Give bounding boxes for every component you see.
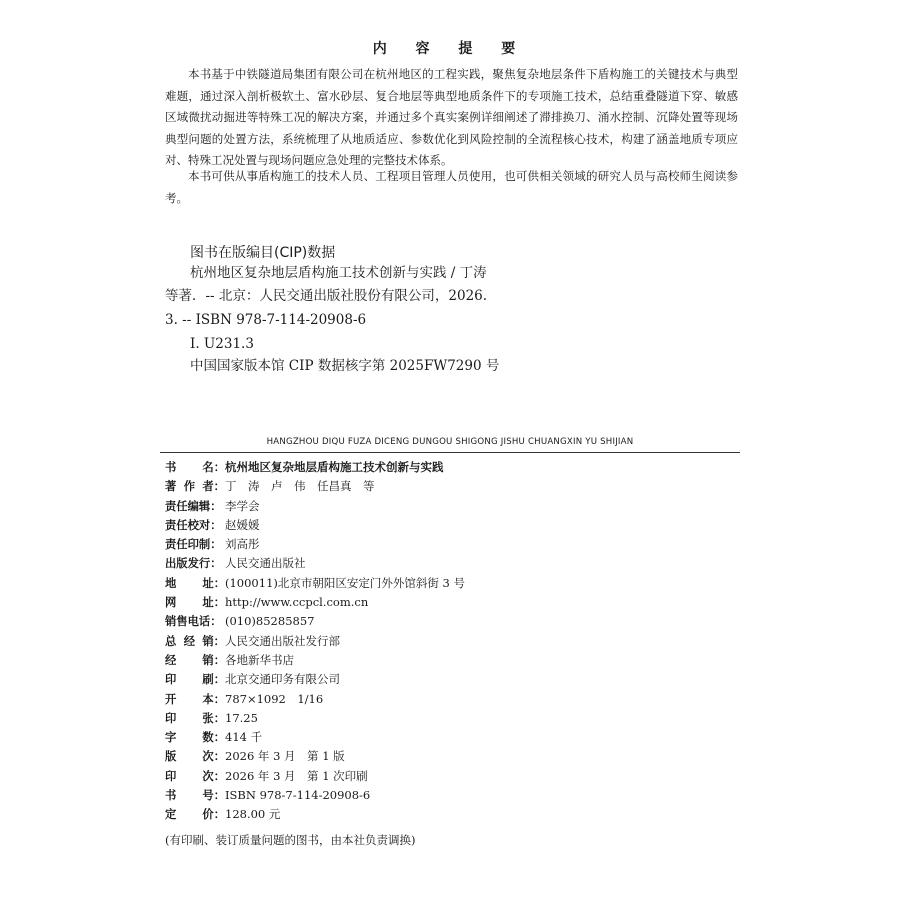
separator-rule	[160, 452, 740, 453]
phone-label: 销售电话：	[165, 615, 222, 629]
colophon-row-distributor	[165, 632, 740, 651]
author-value: 丁 涛 卢 伟 任昌真 等	[225, 479, 375, 494]
colophon-row-edition	[165, 747, 740, 766]
colophon-row-dealer	[165, 651, 740, 670]
format-value: 787×1092 1/16	[225, 691, 324, 706]
publisher-label: 出版发行：	[165, 557, 222, 571]
cip-line-1: 杭州地区复杂地层盾构施工技术创新与实践 / 丁涛	[190, 265, 487, 281]
website-label: 网 址：	[165, 596, 225, 610]
abstract-heading: 内 容 提 要	[372, 41, 528, 57]
colophon-row-isbn	[165, 786, 740, 805]
printing-label: 印 次：	[165, 769, 225, 783]
words-label: 字 数：	[165, 731, 225, 745]
print-resp-label: 责任印制：	[165, 538, 222, 552]
cip-line-5: 中国国家版本馆 CIP 数据核字第 2025FW7290 号	[190, 358, 500, 374]
website-value: http://www.ccpcl.com.cn	[225, 595, 369, 610]
colophon-row-website	[165, 593, 740, 612]
cip-line-4: Ⅰ. U231.3	[190, 336, 254, 352]
edition-label: 版 次：	[165, 750, 225, 764]
colophon-row-price	[165, 805, 740, 824]
proof-label: 责任校对：	[165, 518, 222, 532]
address-label: 地 址：	[165, 576, 225, 590]
print-resp-value: 刘高彤	[225, 537, 260, 552]
cip-line-3: 3. -- ISBN 978-7-114-20908-6	[165, 312, 367, 328]
colophon-row-phone	[165, 612, 740, 631]
price-value: 128.00 元	[225, 807, 281, 822]
isbn-value: ISBN 978-7-114-20908-6	[225, 788, 371, 803]
proof-value: 赵媛媛	[225, 517, 260, 532]
colophon-row-printing	[165, 767, 740, 786]
title-label: 书 名：	[165, 461, 225, 474]
words-value: 414 千	[225, 730, 263, 745]
abstract-paragraph-1: 本书基于中铁隧道局集团有限公司在杭州地区的工程实践，聚焦复杂地层条件下盾构施工的关键技术与典型难题，通过深入剖析极软土、富水砂层、复合地层等典型地质条件下的专项施工技术，总结重叠隧道下穿、敏感区域微扰动掘进等特殊工况的解决方案，并通过多个真实案例详细阐述了滞排换刀、涌水控制、沉降处置等现场典型问题的处置方法，系统梳理了从地质适应、参数优化到风险控制的全流程核心技术，构建了涵盖地质专项应对、特殊工况处置与现场问题应急处理的完整技术体系。	[165, 67, 738, 167]
price-label: 定 价：	[165, 808, 225, 822]
printer-label: 印 刷：	[165, 673, 225, 687]
colophon	[165, 458, 740, 825]
pinyin-title: HANGZHOU DIQU FUZA DICENG DUNGOU SHIGONG JISHU CHUANGXIN YU SHIJIAN	[266, 437, 634, 447]
format-label: 开 本：	[165, 692, 225, 706]
colophon-row-publisher	[165, 554, 740, 573]
author-label: 著 作 者：	[165, 480, 225, 494]
editor-value: 李学会	[225, 498, 260, 513]
distributor-value: 人民交通出版社发行部	[225, 633, 340, 648]
printer-value: 北京交通印务有限公司	[225, 672, 340, 687]
publisher-value: 人民交通出版社	[225, 556, 306, 571]
colophon-row-address	[165, 574, 740, 593]
colophon-row-words	[165, 728, 740, 747]
colophon-row-sheets	[165, 709, 740, 728]
phone-value: (010)85285857	[225, 614, 315, 629]
sheets-value: 17.25	[225, 710, 258, 725]
printing-value: 2026 年 3 月 第 1 次印刷	[225, 768, 368, 783]
colophon-row-proof	[165, 516, 740, 535]
dealer-value: 各地新华书店	[225, 652, 294, 667]
colophon-row-title	[165, 458, 740, 477]
address-value: (100011)北京市朝阳区安定门外外馆斜街 3 号	[225, 575, 465, 590]
edition-value: 2026 年 3 月 第 1 版	[225, 749, 345, 764]
cip-line-2: 等著．-- 北京：人民交通出版社股份有限公司，2026.	[165, 288, 488, 304]
distributor-label: 总 经 销：	[165, 634, 225, 648]
colophon-row-format	[165, 690, 740, 709]
cip-title: 图书在版编目(CIP)数据	[190, 245, 336, 261]
colophon-row-author	[165, 477, 740, 496]
editor-label: 责任编辑：	[165, 499, 222, 513]
colophon-row-printer	[165, 670, 740, 689]
abstract-paragraph-2: 本书可供从事盾构施工的技术人员、工程项目管理人员使用，也可供相关领域的研究人员与高校师生阅读参考。	[165, 169, 738, 205]
sheets-label: 印 张：	[165, 711, 225, 725]
isbn-label: 书 号：	[165, 789, 225, 803]
colophon-row-editor	[165, 497, 740, 516]
title-value: 杭州地区复杂地层盾构施工技术创新与实践	[225, 460, 444, 474]
quality-note: (有印刷、装订质量问题的图书，由本社负责调换)	[165, 833, 416, 847]
colophon-row-print-resp	[165, 535, 740, 554]
dealer-label: 经 销：	[165, 653, 225, 667]
